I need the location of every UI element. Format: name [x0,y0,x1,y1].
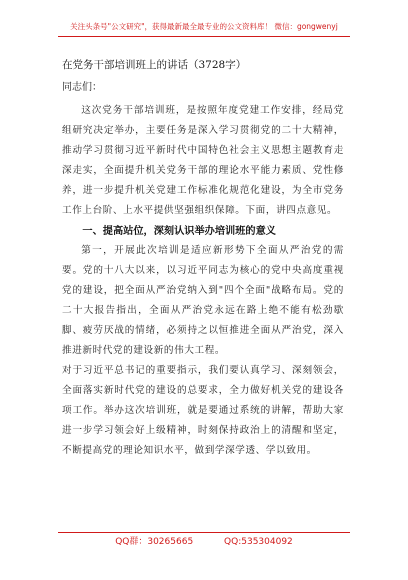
qq-group: QQ群：30265665 [115,537,194,547]
bottom-divider [58,532,350,533]
top-banner: 关注头条号"公文研究"，获得最新最全最专业的公文资料库！ 微信：gongwenyj [70,22,338,31]
paragraph-continuation: 对于习近平总书记的重要指示，我们要认真学习、深刻领会，全面落实新时代党的建设的总要求，全力做好机关党的建设各项工作。举办这次培训班，就是要通过系统的讲解，帮助大家进一步学习领会好上级精神，时刻保持政治上的清醒和坚定，不断提高党的理论知识水平，做到学深学透、学以致用。 [62,365,344,456]
document-title: 在党务干部培训班上的讲话（3728字） [62,59,247,71]
salutation: 同志们： [62,82,102,93]
document-body [62,58,344,461]
paragraph-intro: 这次党务干部培训班，是按照年度党建工作安排，经局党组研究决定举办，主要任务是深入学习贯彻党的二十大精神，推动学习贯彻习近平新时代中国特色社会主义思想主题教育走深走实，全面提升机关党务干部的理论水平能力素质、党性修养，进一步提升机关党建工作标准化规范化建设，为全市党务工作上台阶、上水平提供坚强组织保障。下面，讲四点意见。 [62,105,344,216]
qq-contact: QQ:535304092 [224,537,293,547]
paragraph-first-point: 第一，开展此次培训是适应新形势下全面从严治党的需要。党的十八大以来，以习近平同志为核心的党中央高度重视党的建设，把全面从严治党纳入到"四个全面"战略布局。党的二十大报告指出，全面从严治党永远在路上绝不能有松劲歇脚、疲劳厌战的情绪，必须持之以恒推进全面从严治党，深入推进新时代党的建设新的伟大工程。 [62,245,344,356]
bottom-banner [0,536,408,548]
section-heading-1: 一、提高站位，深刻认识举办培训班的意义 [82,225,276,237]
top-divider [58,36,350,37]
